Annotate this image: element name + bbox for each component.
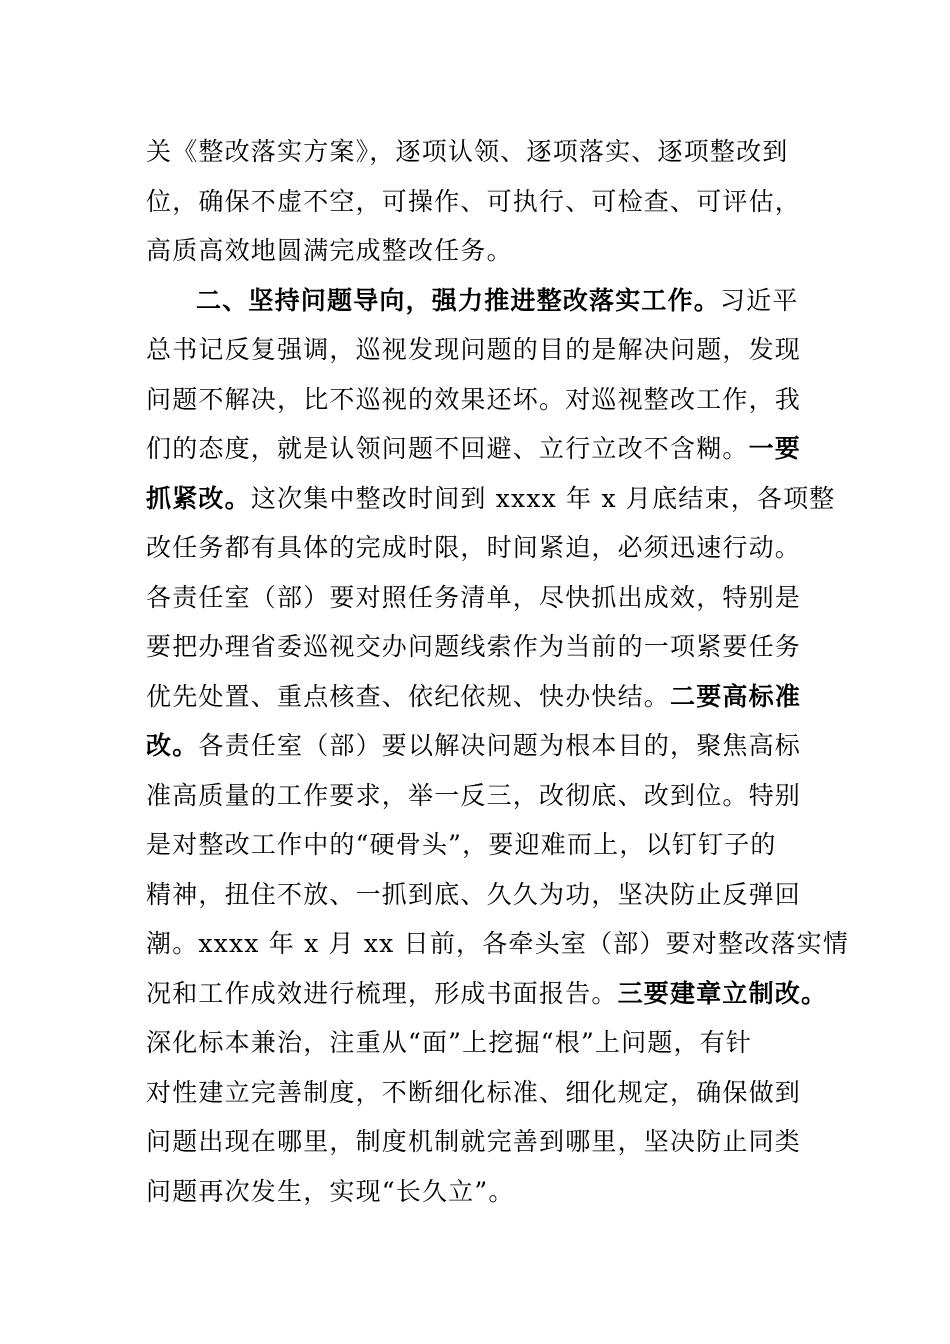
- text-segment: 问题出现在哪里，制度机制就完善到哪里，坚决防止同类: [146, 1127, 802, 1156]
- text-line: [146, 127, 866, 177]
- text-segment: 要把办理省委巡视交办问题线索作为当前的一项紧要任务: [146, 632, 802, 661]
- text-segment: 况和工作成效进行梳理，形成书面报告。: [146, 978, 618, 1008]
- text-segment: 高质高效地圆满完成整改任务。: [146, 236, 513, 265]
- text-segment: 改任务都有具体的完成时限，时间紧迫，必须迅速行动。: [146, 533, 802, 562]
- text-line: [146, 771, 866, 821]
- text-line: [146, 375, 866, 425]
- text-line: [146, 1117, 866, 1167]
- text-line: [146, 325, 866, 375]
- text-line: [146, 870, 866, 920]
- text-segment: 问题再次发生，实现“长久立”。: [146, 1176, 515, 1206]
- text-segment: 关《整改落实方案》，逐项认领、逐项落实、逐项整改到: [146, 137, 789, 166]
- document-body: [146, 127, 866, 1216]
- text-segment: 总书记反复强调，巡视发现问题的目的是解决问题，发现: [146, 335, 802, 364]
- bold-text-segment: 一要: [748, 434, 802, 463]
- text-line: [146, 969, 866, 1019]
- text-line: [146, 276, 866, 326]
- text-segment: 各责任室（部）要以解决问题为根本目的，聚焦高标: [198, 731, 802, 760]
- text-line: [146, 820, 866, 870]
- text-segment: 这次集中整改时间到 xxxx 年 x 月底结束，各项整: [250, 483, 836, 513]
- text-segment: 潮。xxxx 年 x 月 xx 日前，各牵头室（部）要对整改落实情: [146, 929, 850, 958]
- text-segment: 深化标本兼治，注重从“面”上挖掘“根”上问题，有针: [146, 1028, 753, 1057]
- bold-text-segment: 三要建章立制改。: [617, 978, 828, 1008]
- text-line: [146, 424, 866, 474]
- text-line: [146, 1167, 866, 1217]
- text-segment: 准高质量的工作要求，举一反三，改彻底、改到位。特别: [146, 780, 802, 810]
- text-segment: 精神，扭住不放、一抓到底、久久为功，坚决防止反弹回: [146, 879, 802, 909]
- text-segment: 各责任室（部）要对照任务清单，尽快抓出成效，特别是: [146, 582, 802, 612]
- text-line: [146, 177, 866, 227]
- text-line: [146, 1018, 866, 1068]
- bold-text-segment: 二要高标准: [670, 681, 802, 711]
- text-line: [146, 672, 866, 722]
- text-segment: 习近平: [720, 285, 799, 315]
- text-segment: 位，确保不虚不空，可操作、可执行、可检查、可评估，: [146, 186, 802, 216]
- text-segment: 优先处置、重点核查、依纪依规、快办快结。: [146, 681, 671, 711]
- text-segment: 对性建立完善制度，不断细化标准、细化规定，确保做到: [146, 1077, 802, 1107]
- text-segment: 问题不解决，比不巡视的效果还坏。对巡视整改工作，我: [146, 384, 802, 414]
- bold-text-segment: 抓紧改。: [146, 483, 251, 513]
- text-line: [146, 1068, 866, 1118]
- bold-text-segment: 二、坚持问题导向，强力推进整改落实工作。: [196, 285, 721, 315]
- text-line: [146, 622, 866, 672]
- text-line: [146, 919, 866, 969]
- bold-text-segment: 改。: [146, 731, 199, 760]
- text-line: [146, 226, 866, 276]
- text-line: [146, 523, 866, 573]
- text-line: [146, 573, 866, 623]
- text-line: [146, 721, 866, 771]
- text-segment: 是对整改工作中的“硬骨头”，要迎难而上，以钉钉子的: [146, 830, 777, 859]
- text-line: [146, 474, 866, 524]
- text-segment: 们的态度，就是认领问题不回避、立行立改不含糊。: [146, 434, 749, 463]
